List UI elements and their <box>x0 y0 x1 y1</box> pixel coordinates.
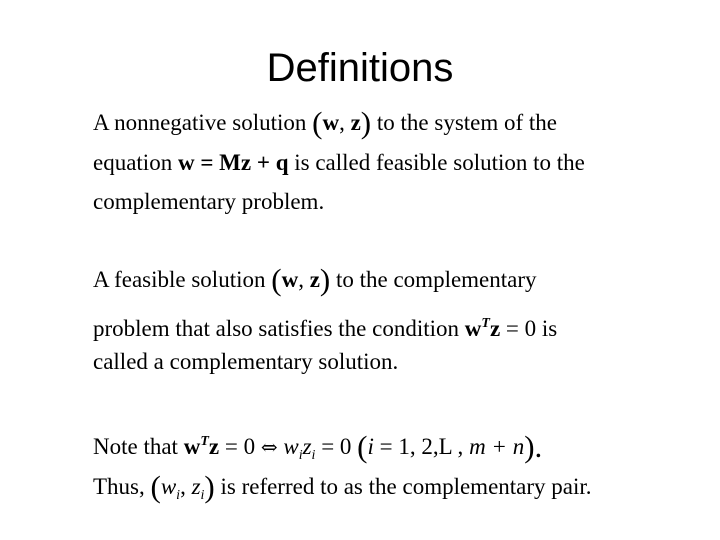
def1-line3: complementary problem. <box>93 189 325 214</box>
transpose-sup: T <box>481 316 490 331</box>
paren: ). <box>524 429 543 464</box>
var-i: i <box>367 434 374 459</box>
text: problem that also satisfies the condition <box>93 316 465 341</box>
def1-line1 <box>93 105 558 140</box>
paren: ( <box>271 262 282 297</box>
var-m-n: m + n <box>469 434 525 459</box>
def2-line1 <box>93 262 537 297</box>
text: , <box>180 474 192 499</box>
vector-z: z <box>489 316 501 341</box>
text: Thus, <box>93 474 151 499</box>
text: is referred to as the complementary pair. <box>214 474 592 499</box>
var-w: w <box>277 434 299 459</box>
text: Note that <box>93 434 184 459</box>
paren: ( <box>150 469 161 504</box>
text: = 0 <box>315 434 358 459</box>
paren: ) <box>319 262 331 297</box>
subscript: i <box>176 488 181 503</box>
subscript: i <box>200 488 205 503</box>
iff-icon: ⇔ <box>260 435 278 459</box>
vector-w: w <box>281 267 299 292</box>
vector-w: w <box>464 316 482 341</box>
var-z: z <box>191 474 201 499</box>
note-line2 <box>93 469 592 511</box>
vector-z: z <box>208 434 220 459</box>
text: = 1, 2,L , <box>373 434 470 459</box>
note-line1 <box>93 427 542 471</box>
vector-z: z <box>350 110 361 135</box>
vector-w: w <box>183 434 201 459</box>
paren: ( <box>312 105 323 140</box>
def2-line2 <box>93 309 557 344</box>
vector-z: z <box>309 267 320 292</box>
paren: ) <box>360 105 372 140</box>
text: = 0 is <box>500 316 558 341</box>
paren: ) <box>204 469 215 504</box>
vector-w: w <box>322 110 340 135</box>
slide-title: Definitions <box>266 46 454 90</box>
text: to the system of the <box>371 110 558 135</box>
var-w: w <box>160 474 177 499</box>
text: equation <box>93 150 178 175</box>
subscript: i <box>298 448 303 463</box>
equation: w = Mz + q <box>177 150 289 175</box>
text: A feasible solution <box>93 267 272 292</box>
text: to the complementary <box>330 267 537 292</box>
text: A nonnegative solution <box>93 110 313 135</box>
def1-line2 <box>93 148 585 178</box>
text: , <box>339 110 351 135</box>
paren: ( <box>357 429 368 464</box>
subscript: i <box>311 448 316 463</box>
text: = 0 <box>219 434 261 459</box>
var-z: z <box>302 434 312 459</box>
transpose-sup: T <box>200 434 209 449</box>
text: is called feasible solution to the <box>288 150 585 175</box>
text: , <box>298 267 310 292</box>
def2-line3: called a complementary solution. <box>93 349 399 374</box>
